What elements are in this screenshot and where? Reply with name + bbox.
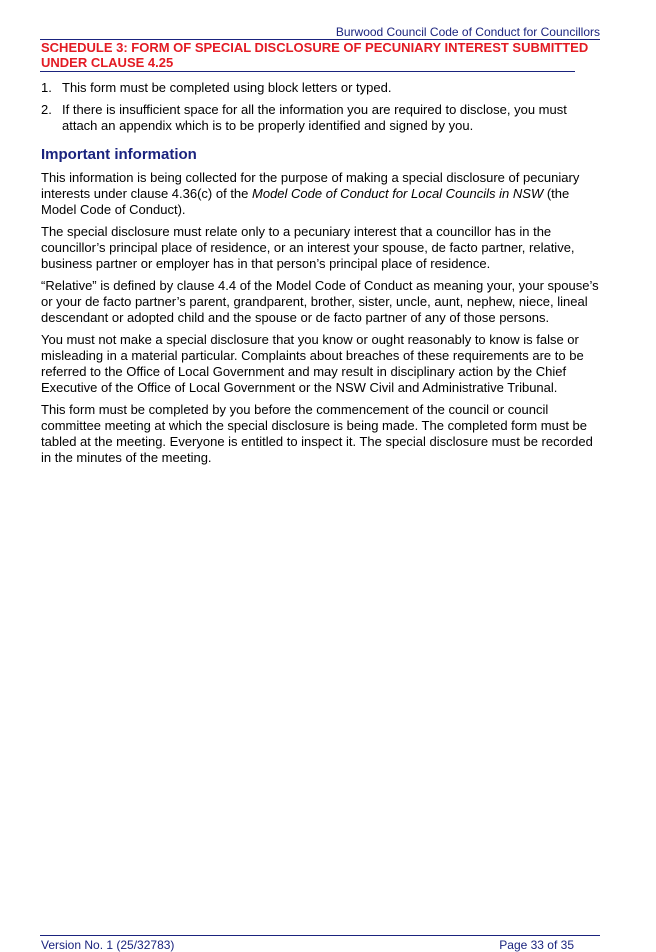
purpose-text-start: This information is being collected for the purpose of making a special disclosure of pecuniary interests under clause 4.36(c) of the — [41, 170, 580, 201]
false-disclosure-paragraph: You must not make a special disclosure that you know or ought reasonably to know is false or misleading in a material particular. Complaints about breaches of these requirements are to be referred to the Office of Local Government and may result in disciplinary action by the Chief Executive of the Office of Local Government or the NSW Civil and Administrative Tribunal. — [41, 332, 584, 395]
important-information-body — [41, 170, 601, 472]
instruction-text: If there is insufficient space for all the information you are required to disclose, you must attach an appendix which is to be properly identified and signed by you. — [62, 102, 567, 133]
instruction-number: 2. — [41, 102, 52, 117]
residence-paragraph: The special disclosure must relate only to a pecuniary interest that a councillor has in the councillor’s principal place of residence, or an interest your spouse, de facto partner, relative, business partner or employer has in that person’s principal place of residence. — [41, 224, 575, 271]
instruction-number: 1. — [41, 80, 52, 95]
purpose-text-end: (the Model Code of Conduct). — [41, 186, 570, 217]
instruction-text: This form must be completed using block letters or typed. — [62, 80, 392, 95]
schedule-title: SCHEDULE 3: FORM OF SPECIAL DISCLOSURE OF PECUNIARY INTEREST SUBMITTED UNDER CLAUSE 4.25 — [41, 40, 589, 70]
instruction-list — [41, 80, 601, 140]
model-code-title: Model Code of Conduct for Local Councils in NSW — [252, 186, 544, 201]
relative-definition-paragraph: “Relative” is defined by clause 4.4 of the Model Code of Conduct as meaning your, your spouse’s or your de facto partner’s parent, grandparent, brother, sister, uncle, aunt, nephew, niece, lineal descendant or adopted child and the spouse or de facto partner of any of those persons. — [41, 278, 599, 325]
title-rule — [40, 71, 575, 72]
running-header: Burwood Council Code of Conduct for Councillors — [335, 25, 600, 39]
version-number: Version No. 1 (25/32783) — [41, 938, 175, 952]
instruction-item — [41, 102, 601, 134]
meeting-requirement-paragraph: This form must be completed by you before the commencement of the council or council committee meeting at which the special disclosure is being made. The completed form must be tabled at the meeting. Everyone is entitled to inspect it. The special disclosure must be recorded in the minutes of the meeting. — [41, 402, 593, 465]
important-information-heading: Important information — [41, 146, 197, 163]
footer-rule — [40, 935, 600, 936]
page-number: Page 33 of 35 — [499, 938, 574, 952]
purpose-paragraph — [41, 170, 601, 218]
instruction-item — [41, 80, 601, 96]
